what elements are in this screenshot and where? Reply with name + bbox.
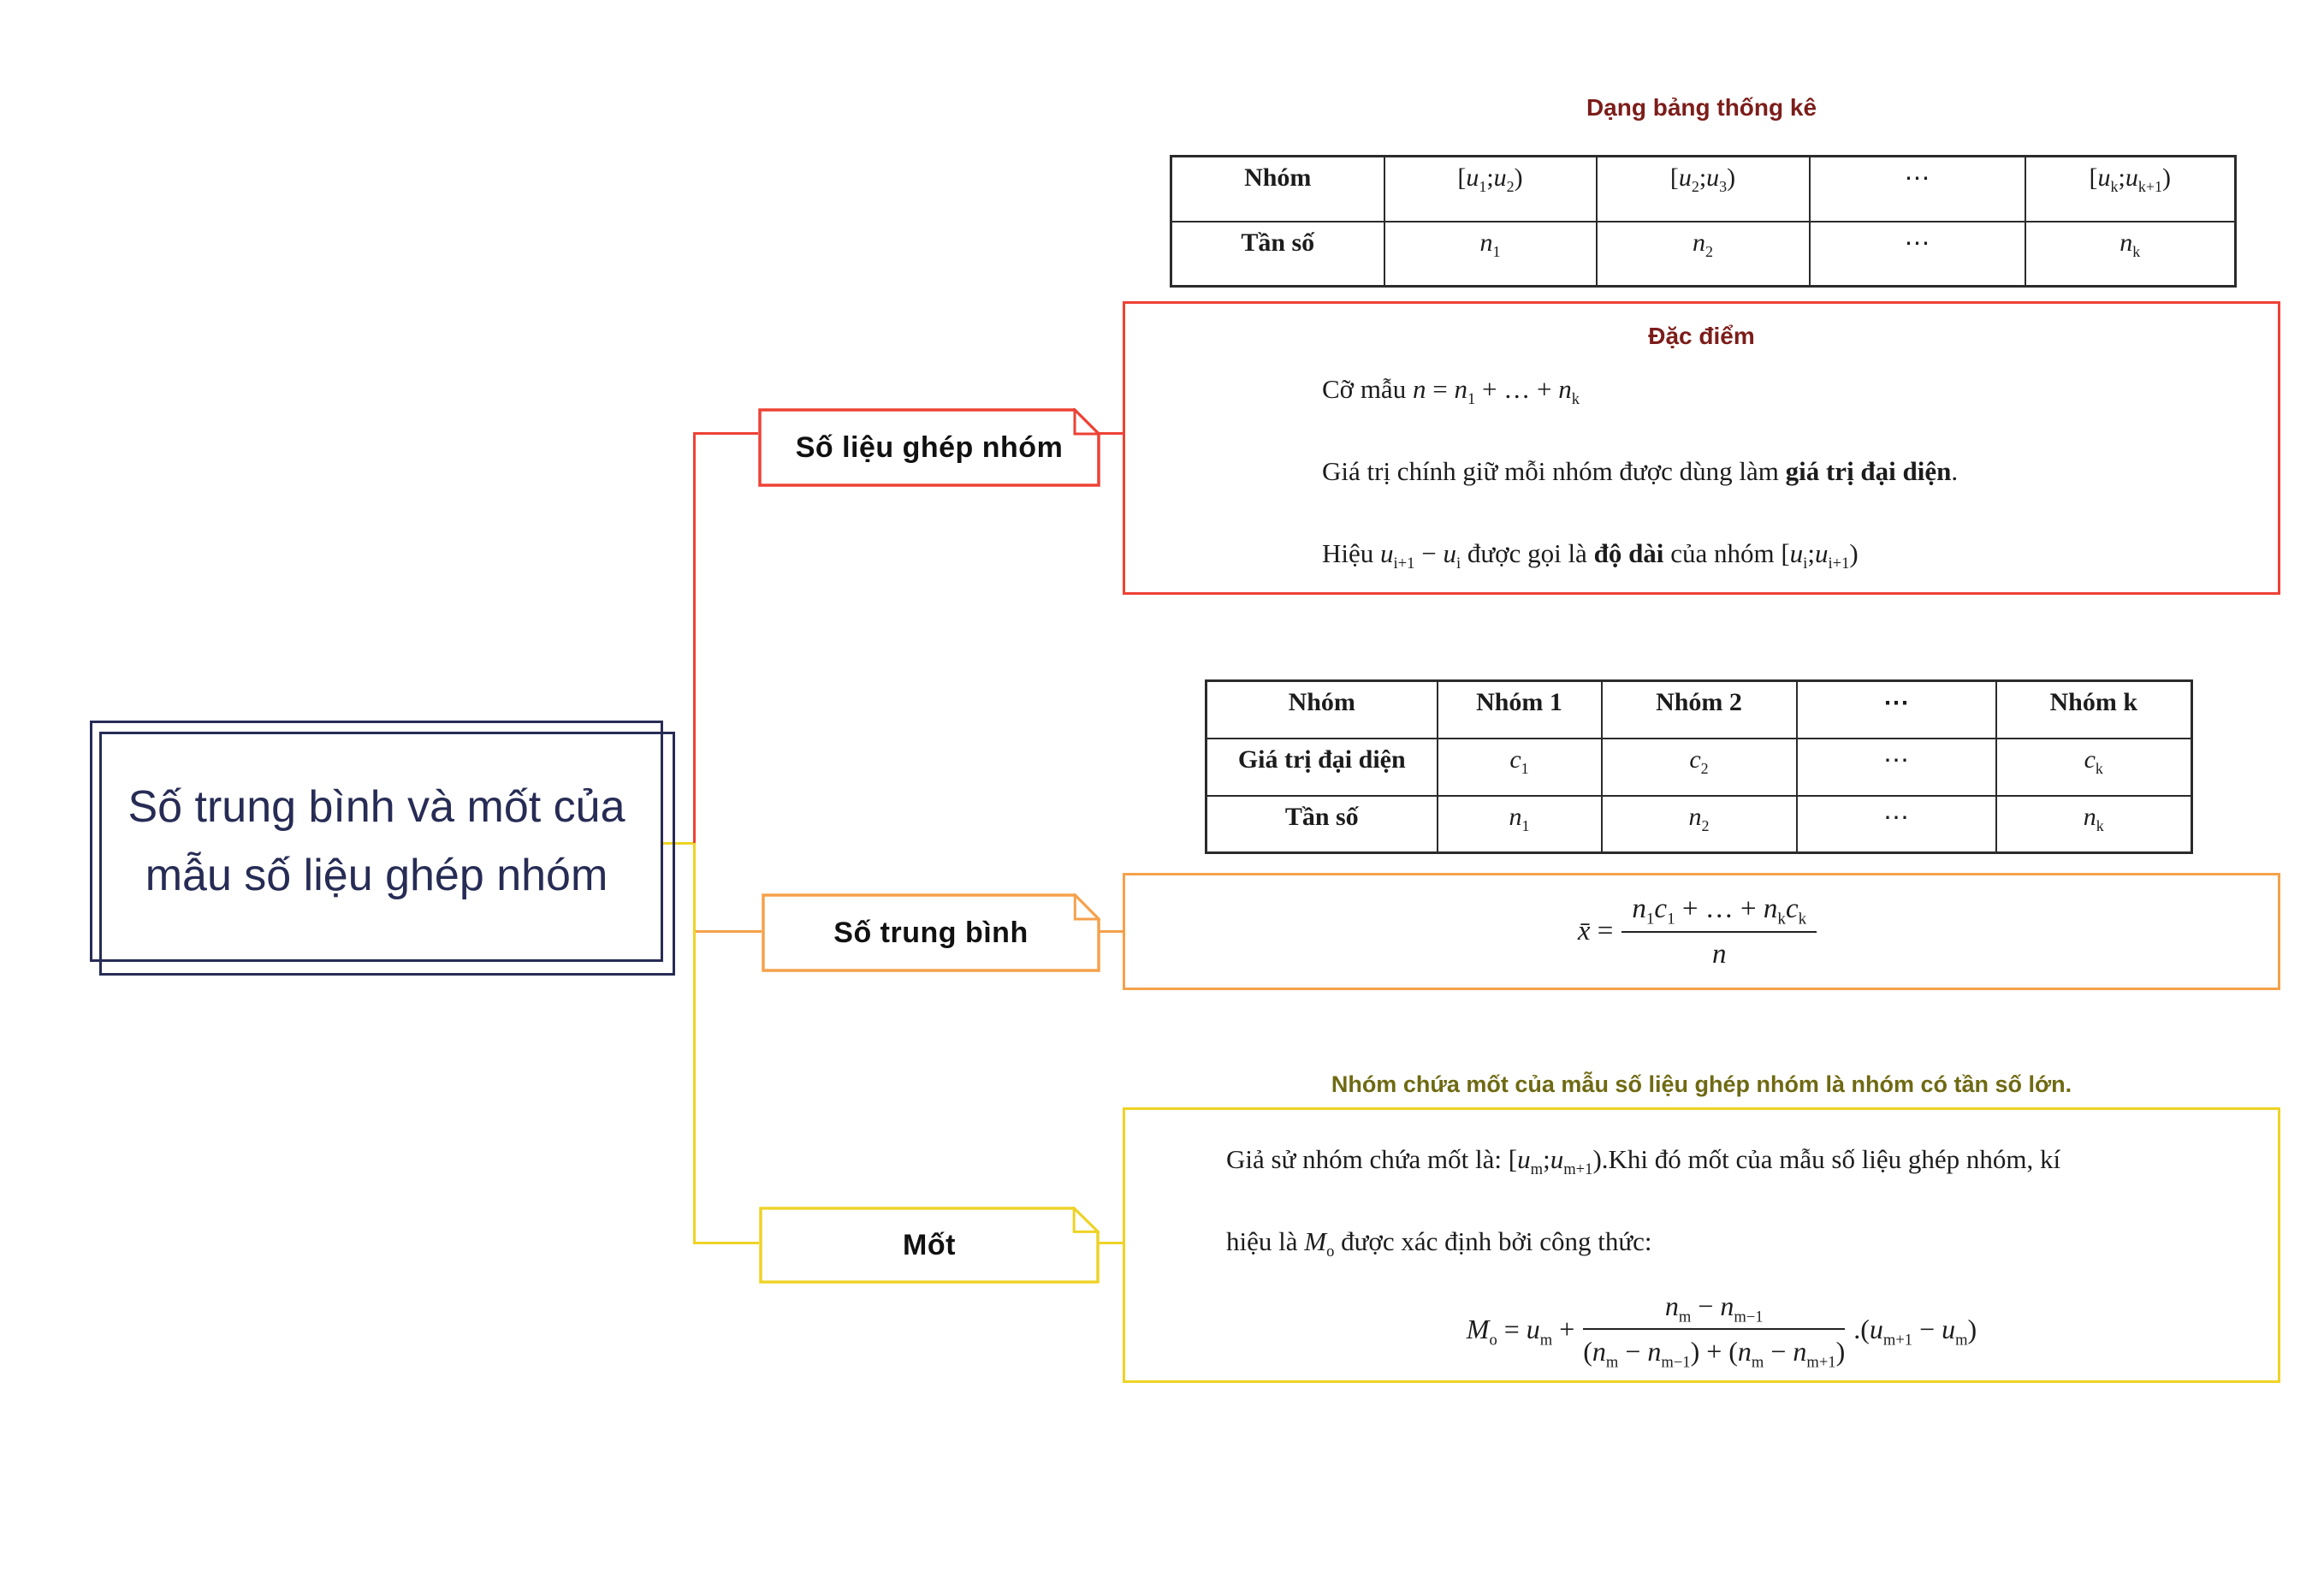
table-row bbox=[1171, 157, 2236, 222]
mode-note: Nhóm chứa mốt của mẫu số liệu ghép nhóm là nhóm có tần số lớn. bbox=[1331, 1071, 2072, 1097]
branch-label-mean: Số trung bình bbox=[833, 916, 1029, 949]
table-cell: $n_k$ bbox=[2025, 222, 2236, 287]
table-row bbox=[1206, 739, 2192, 796]
table-cell: ⋯ bbox=[1797, 739, 1996, 796]
connector-grouped-data-right bbox=[1099, 432, 1123, 435]
table-cell: Nhóm bbox=[1206, 681, 1438, 739]
mode-formula-rhs: $.(u_{m+1} - u_m)$ bbox=[1853, 1313, 1977, 1349]
branch-label-mode: Mốt bbox=[903, 1228, 956, 1261]
table-cell: $[u_1;u_2)$ bbox=[1384, 157, 1597, 222]
table-cell: ⋯ bbox=[1810, 157, 2025, 222]
table-cell: $[u_k;u_{k+1})$ bbox=[2025, 157, 2236, 222]
branch-node-grouped-data bbox=[758, 408, 1100, 487]
table-cell: $n_1$ bbox=[1438, 796, 1602, 853]
mode-formula-denominator: $(n_m - n_{m-1}) + (n_m - n_{m+1})$ bbox=[1583, 1336, 1846, 1372]
table-row bbox=[1206, 796, 2192, 853]
frequency-table bbox=[1170, 155, 2237, 288]
table-cell: $n_1$ bbox=[1384, 222, 1597, 287]
table-cell: Giá trị đại diện bbox=[1206, 739, 1438, 796]
stats-table-title: Dạng bảng thống kê bbox=[1586, 94, 1817, 121]
mean-formula-denominator: n bbox=[1712, 938, 1727, 970]
connector-mean-right bbox=[1099, 930, 1123, 933]
table-cell: $n_2$ bbox=[1602, 796, 1797, 853]
features-box bbox=[1123, 301, 2280, 595]
table-cell: $n_2$ bbox=[1597, 222, 1810, 287]
table-row bbox=[1206, 681, 2192, 739]
table-cell: $n_k$ bbox=[1996, 796, 2192, 853]
mean-formula-numerator: $n_1c_1$ + … + $n_kc_k$ bbox=[1621, 893, 1817, 933]
table-cell: ⋯ bbox=[1797, 796, 1996, 853]
table-row bbox=[1171, 222, 2236, 287]
connector-mode-left bbox=[696, 1242, 759, 1244]
connector-grouped-data-left bbox=[696, 432, 758, 435]
branch-label-grouped-data: Số liệu ghép nhóm bbox=[795, 430, 1064, 464]
table-cell: $c_2$ bbox=[1602, 739, 1797, 796]
feature-group-length: Hiệu $u_{i+1} - u_i$ được gọi là độ dài của nhóm $[u_i;u_{i+1})$ bbox=[1322, 538, 1859, 573]
table-cell: $c_k$ bbox=[1996, 739, 2192, 796]
table-cell: ⋯ bbox=[1797, 681, 1996, 739]
connector-trunk-yellow bbox=[693, 843, 696, 1244]
mode-formula-numerator: $n_m - n_{m-1}$ bbox=[1583, 1290, 1845, 1330]
mean-formula-lhs: x̄ = bbox=[1577, 916, 1614, 946]
connector-trunk-red bbox=[693, 432, 696, 845]
features-title: Đặc điểm bbox=[1648, 323, 1755, 349]
table-cell: Nhóm bbox=[1171, 157, 1384, 222]
mode-definition-line1: Giả sử nhóm chứa mốt là: $[u_m;u_{m+1}).Khi$ đó mốt của mẫu số liệu ghép nhóm, kí bbox=[1226, 1144, 2061, 1179]
table-cell: Tần số bbox=[1171, 222, 1384, 287]
mode-formula bbox=[1191, 1275, 2252, 1383]
mean-formula bbox=[1123, 873, 2280, 990]
table-cell: Nhóm k bbox=[1996, 681, 2192, 739]
mode-definition-line2: hiệu là $M_o$ được xác định bởi công thức: bbox=[1226, 1226, 1652, 1261]
feature-representative-value: Giá trị chính giữ mỗi nhóm được dùng làm giá trị đại diện. bbox=[1322, 456, 1959, 486]
mean-value-table bbox=[1205, 679, 2193, 854]
table-cell: $[u_2;u_3)$ bbox=[1597, 157, 1810, 222]
table-cell: Nhóm 1 bbox=[1438, 681, 1602, 739]
branch-node-mean bbox=[762, 893, 1100, 972]
feature-sample-size: Cỡ mẫu $n = n_1$ + … + $n_k$ bbox=[1322, 374, 1580, 409]
branch-node-mode bbox=[759, 1207, 1100, 1284]
mode-formula-fraction bbox=[1583, 1290, 1846, 1372]
mode-formula-lhs: $M_o = u_m$ + bbox=[1466, 1313, 1575, 1349]
central-topic-title: Số trung bình và mốt của mẫu số liệu ghép nhóm bbox=[127, 781, 625, 900]
table-cell: ⋯ bbox=[1810, 222, 2025, 287]
connector-mode-right bbox=[1098, 1242, 1123, 1244]
table-cell: Nhóm 2 bbox=[1602, 681, 1797, 739]
connector-mean-left bbox=[696, 930, 762, 933]
mean-formula-fraction bbox=[1621, 893, 1817, 970]
table-cell: $c_1$ bbox=[1438, 739, 1602, 796]
central-topic-node bbox=[90, 721, 663, 962]
table-cell: Tần số bbox=[1206, 796, 1438, 853]
